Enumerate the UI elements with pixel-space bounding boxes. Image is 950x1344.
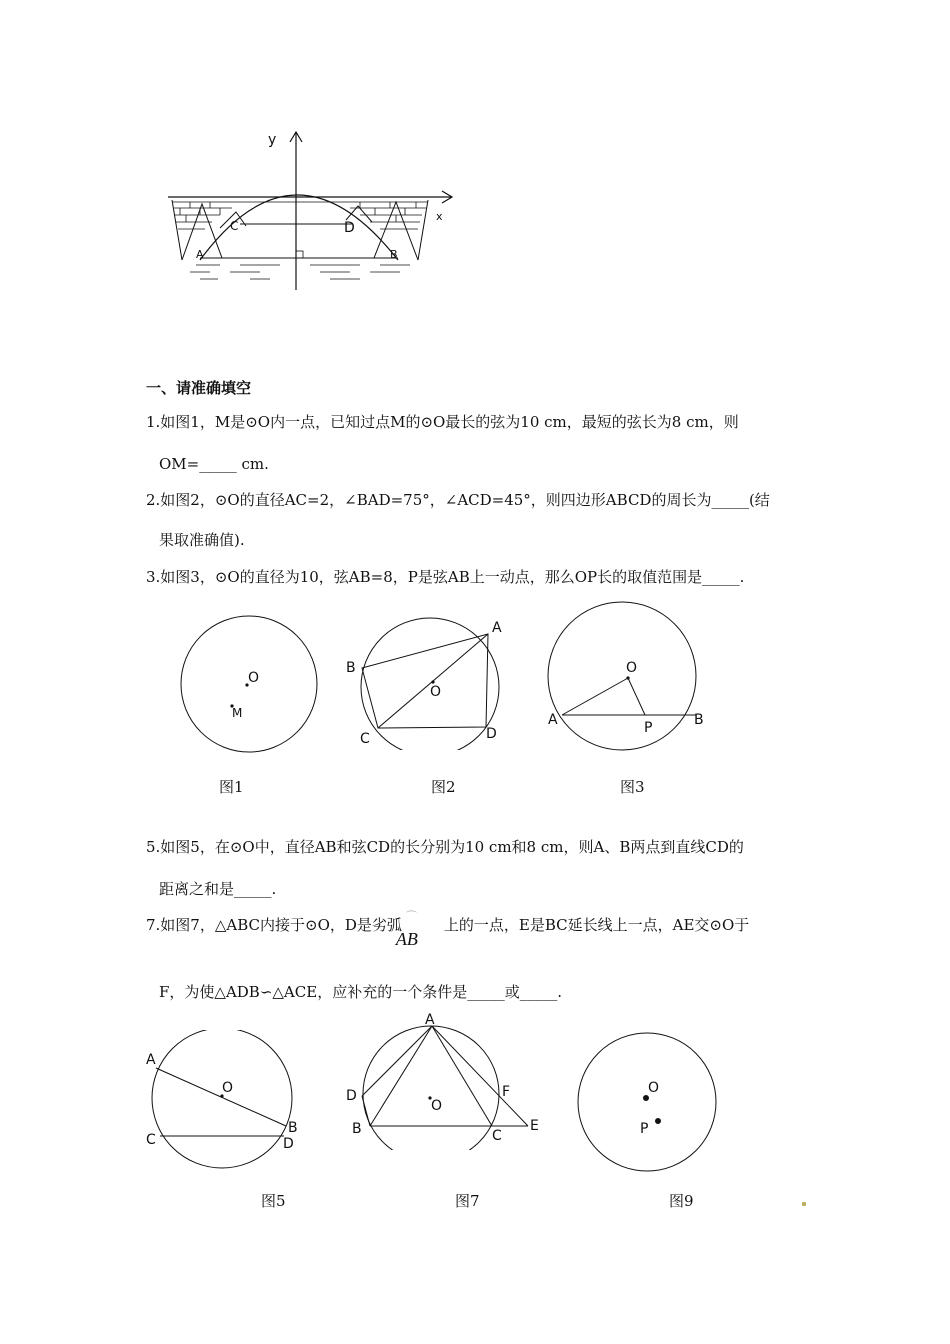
fig7-label-e: E	[530, 1118, 539, 1134]
figure-7	[340, 1010, 550, 1150]
fig2-label-d: D	[486, 726, 497, 742]
bridge-label-c: C	[230, 219, 239, 233]
fig7-label-b: B	[352, 1121, 362, 1137]
fig2-label-b: B	[346, 660, 356, 676]
bridge-label-a: A	[196, 248, 204, 261]
figure-3-caption: 图3	[620, 778, 645, 796]
figure-7-caption: 图7	[455, 1192, 480, 1210]
fig9-label-p: P	[640, 1121, 649, 1137]
figure-5-caption: 图5	[261, 1192, 286, 1210]
question-7-line1	[146, 910, 750, 949]
question-7-text-b: 上的一点，E是BC延长线上一点，AE交⊙O于	[443, 916, 750, 934]
fig7-label-d: D	[346, 1088, 357, 1104]
fig5-label-b: B	[288, 1120, 298, 1136]
question-7-line2: F，为使△ADB∽△ACE，应补充的一个条件是_____或_____.	[159, 983, 562, 1001]
fig3-label-b: B	[694, 712, 704, 728]
y-axis-label: y	[268, 132, 277, 148]
fig1-label-m: M	[232, 706, 243, 720]
question-7-text-a: 7.如图7，△ABC内接于⊙O，D是劣弧	[146, 916, 402, 934]
fig5-label-d: D	[283, 1136, 294, 1152]
figure-2	[340, 610, 510, 750]
fig7-label-c: C	[492, 1128, 502, 1144]
fig2-label-c: C	[360, 731, 370, 747]
fig3-label-o: O	[626, 660, 638, 676]
figure-9-caption: 图9	[669, 1192, 694, 1210]
question-2-line2: 果取准确值).	[159, 531, 245, 549]
arc-ab	[395, 910, 444, 949]
question-2-line1: 2.如图2，⊙O的直径AC=2，∠BAD=75°，∠ACD=45°，则四边形ABCD的周长为_____(结	[146, 491, 770, 509]
figure-1	[175, 610, 325, 760]
question-1-line1: 1.如图1，M是⊙O内一点，已知过点M的⊙O最长的弦为10 cm，最短的弦长为8 cm，则	[146, 413, 739, 431]
fig2-label-a: A	[492, 620, 502, 636]
fig5-label-o: O	[222, 1080, 234, 1096]
figure-1-caption: 图1	[219, 778, 244, 796]
fig5-label-c: C	[146, 1132, 156, 1148]
figure-5	[140, 1030, 310, 1180]
bridge-label-b: B	[390, 248, 398, 261]
fig3-label-p: P	[644, 720, 653, 736]
bridge-figure	[160, 120, 460, 295]
section-title: 一、请准确填空	[146, 379, 252, 397]
figure-9	[570, 1030, 730, 1180]
fig5-label-a: A	[146, 1052, 156, 1068]
arc-icon: ⌒	[405, 910, 417, 923]
question-5-line2: 距离之和是_____.	[159, 880, 277, 898]
stray-dot	[802, 1202, 806, 1206]
fig2-label-o: O	[430, 684, 442, 700]
fig7-label-a: A	[425, 1012, 435, 1028]
question-3-line1: 3.如图3，⊙O的直径为10，弦AB=8，P是弦AB上一动点，那么OP长的取值范围是_____.	[146, 568, 745, 586]
question-1-line2: OM=_____ cm.	[159, 455, 269, 473]
figure-3	[540, 598, 720, 758]
x-axis-label: x	[436, 210, 443, 223]
fig1-label-o: O	[248, 670, 260, 686]
figure-2-caption: 图2	[431, 778, 456, 796]
bridge-label-d: D	[344, 220, 355, 236]
fig9-label-o: O	[648, 1080, 660, 1096]
fig7-label-o: O	[431, 1098, 443, 1114]
question-5-line1: 5.如图5，在⊙O中，直径AB和弦CD的长分别为10 cm和8 cm，则A、B两点到直线CD的	[146, 838, 744, 856]
fig7-label-f: F	[502, 1084, 511, 1100]
fig3-label-a: A	[548, 712, 558, 728]
arc-ab-label: AB	[395, 929, 418, 949]
